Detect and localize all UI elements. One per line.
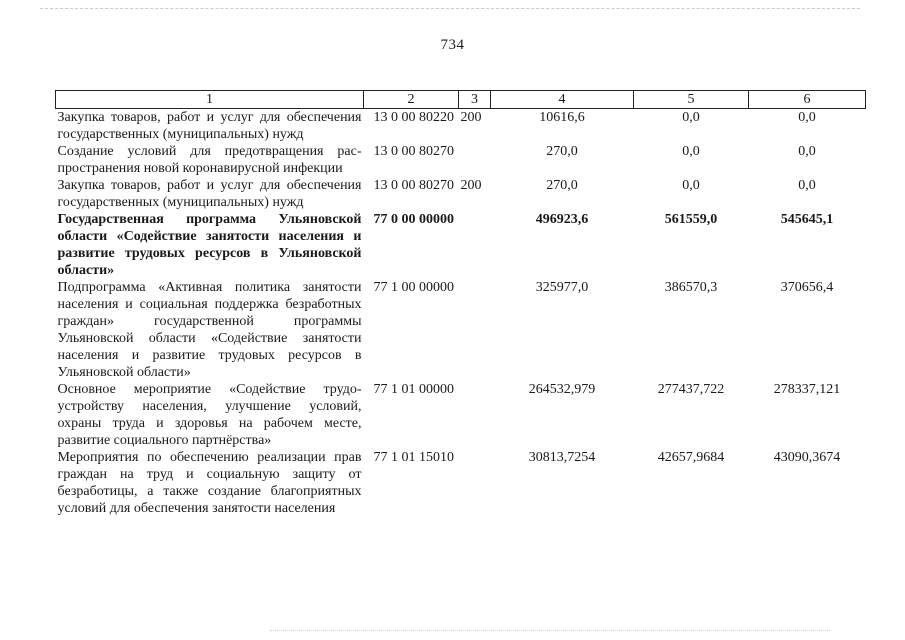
row-code: 13 0 00 80270 <box>373 178 454 193</box>
row-code: 77 1 01 15010 <box>373 450 454 465</box>
table-row <box>56 109 866 144</box>
row-code: 13 0 00 80220 <box>373 110 454 125</box>
row-value-col6: 0,0 <box>798 110 816 125</box>
row-value-col5: 42657,9684 <box>657 450 725 465</box>
row-value-col6: 0,0 <box>798 178 816 193</box>
row-value-col6: 370656,4 <box>780 280 834 295</box>
table-row <box>56 211 866 279</box>
row-value-col4: 270,0 <box>546 144 578 159</box>
row-value-col5: 277437,722 <box>657 382 725 397</box>
row-value-col6: 43090,3674 <box>773 450 841 465</box>
row-name: Государственная программа Ульяновской области «Содействие занятости населения и развитие трудовых ресурсов в Ульяновской области» <box>57 212 362 278</box>
row-value-col4: 325977,0 <box>535 280 589 295</box>
row-code: 77 1 01 00000 <box>373 382 454 397</box>
row-value-col4: 30813,7254 <box>528 450 596 465</box>
page-number: 734 <box>440 37 465 53</box>
row-value-col4: 496923,6 <box>535 212 589 227</box>
row-name: Закупка товаров, работ и услуг для обеспечения государственных (муниципальных) нужд <box>57 110 362 142</box>
row-value-col4: 10616,6 <box>539 110 585 125</box>
table-row <box>56 279 866 381</box>
row-expense-type <box>459 211 491 279</box>
row-expense-type <box>459 381 491 449</box>
row-name: Создание условий для предотвращения распространения новой коронавирусной инфекции <box>57 144 362 176</box>
row-value-col5: 0,0 <box>682 144 700 159</box>
row-value-col6: 0,0 <box>798 144 816 159</box>
header-col-6: 6 <box>749 91 866 109</box>
top-scan-edge <box>40 8 860 9</box>
row-value-col5: 386570,3 <box>664 280 718 295</box>
row-name: Закупка товаров, работ и услуг для обеспечения государственных (муниципальных) нужд <box>57 178 362 210</box>
header-col-5: 5 <box>634 91 749 109</box>
header-col-3: 3 <box>459 91 491 109</box>
row-value-col6: 545645,1 <box>780 212 834 227</box>
header-col-1: 1 <box>56 91 364 109</box>
table-header-row <box>56 91 866 109</box>
header-col-4: 4 <box>491 91 634 109</box>
row-expense-type: 200 <box>460 178 482 193</box>
budget-table <box>55 90 866 517</box>
row-value-col5: 0,0 <box>682 110 700 125</box>
table-row <box>56 381 866 449</box>
row-value-col6: 278337,121 <box>773 382 841 397</box>
row-value-col5: 0,0 <box>682 178 700 193</box>
row-expense-type <box>459 449 491 517</box>
row-name: Подпрограмма «Активная политика занятости населения и социальная поддержка безработных граждан» государственной программы Ульяновской области «Содействие занятости населения и развитие трудовых ресурсов в Ульяновской области» <box>57 280 362 380</box>
table-row <box>56 449 866 517</box>
table-row <box>56 177 866 211</box>
bottom-scan-edge <box>270 630 830 631</box>
row-expense-type: 200 <box>460 110 482 125</box>
table-body <box>56 109 866 518</box>
row-name: Основное мероприятие «Содействие трудоустройству населения, улучшение условий, охраны труда и здоровья на рабочем месте, развитие социального партнёрства» <box>57 382 362 448</box>
row-value-col5: 561559,0 <box>664 212 718 227</box>
row-value-col4: 264532,979 <box>528 382 596 397</box>
row-name: Мероприятия по обеспечению реализации прав граждан на труд и социальную защиту от безработицы, а также создание благоприятных условий для обеспечения занятости населения <box>57 450 362 516</box>
table-row <box>56 143 866 177</box>
row-code: 77 0 00 00000 <box>373 212 454 227</box>
row-value-col4: 270,0 <box>546 178 578 193</box>
row-expense-type <box>459 279 491 381</box>
row-expense-type <box>459 143 491 177</box>
row-code: 77 1 00 00000 <box>373 280 454 295</box>
header-col-2: 2 <box>364 91 459 109</box>
row-code: 13 0 00 80270 <box>373 144 454 159</box>
